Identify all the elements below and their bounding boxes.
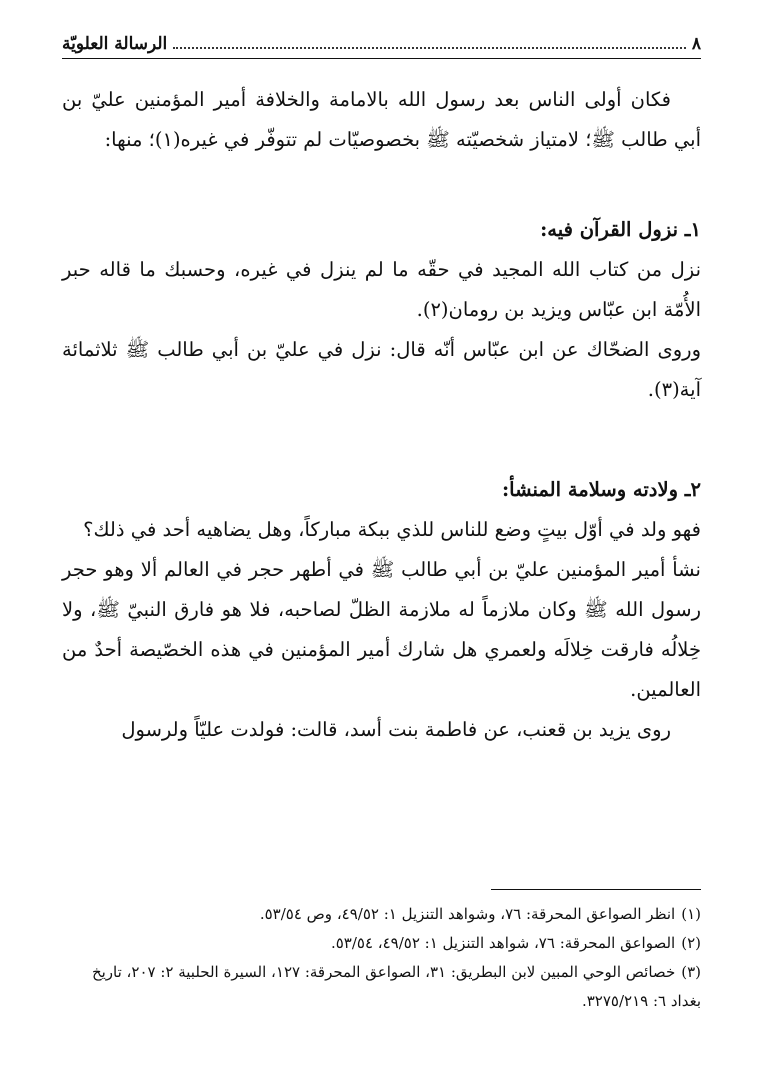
page-number: ٨ <box>691 34 701 54</box>
footnote-2 <box>62 929 701 958</box>
footnote-1 <box>62 900 701 929</box>
paragraph-birth-2: نشأ أمير المؤمنين عليّ بن أبي طالب ﷺ في أطهر حجر في العالم ألا وهو حجر رسول الله ﷺ وكان ملازماً له ملازمة الظلّ لصاحبه، فلا هو فارق النبيّ ﷺ، ولا خِلالُه فارقت خِلالَه ولعمري هل شارك أمير المؤمنين في هذه الخصّيصة أحدٌ من العالمين. <box>62 558 701 701</box>
footnote-marker: (١) <box>681 905 701 923</box>
section-heading-birth: ٢ـ ولادته وسلامة المنشأ: <box>501 478 701 501</box>
paragraph-quran-1: نزل من كتاب الله المجيد في حقّه ما لم ينزل في غيره، وحسبك ما قاله حبر الأُمّة ابن عبّاس ويزيد بن رومان(٢). <box>62 258 701 321</box>
footnote-3 <box>62 958 701 1016</box>
paragraph-birth-3: روى يزيد بن قعنب، عن فاطمة بنت أسد، قالت: فولدت عليّاً ولرسول <box>121 718 671 741</box>
footnote-divider <box>491 889 701 890</box>
intro-paragraph: فكان أولى الناس بعد رسول الله بالامامة والخلافة أمير المؤمنين عليّ بن أبي طالب ﷺ؛ لامتياز شخصيّته ﷺ بخصوصيّات لم تتوفّر في غيره(١)؛ منها: <box>62 88 701 151</box>
footnote-text: خصائص الوحي المبين لابن البطريق: ٣١، الصواعق المحرقة: ١٢٧، السيرة الحلبية ٢: ٢٠٧، تاريخ بغداد ٦: ٣٢٧٥/٢١٩. <box>91 963 701 1010</box>
running-header <box>62 28 701 59</box>
paragraph-birth-1: فهو ولد في أوّل بيتٍ وضع للناس للذي ببكة مباركاً، وهل يضاهيه أحد في ذلك؟ <box>83 518 701 541</box>
footnote-text: الصواعق المحرقة: ٧٦، شواهد التنزيل ١: ٤٩/٥٢، ٥٣/٥٤. <box>330 934 676 952</box>
footnotes <box>62 900 701 1016</box>
footnote-marker: (٣) <box>681 963 701 981</box>
paragraph-quran-2: وروى الضحّاك عن ابن عبّاس أنّه قال: نزل في عليّ بن أبي طالب ﷺ ثلاثمائة آية(٣). <box>62 338 701 401</box>
main-text <box>62 80 701 750</box>
book-title: الرسالة العلويّة <box>62 34 168 54</box>
section-heading-quran: ١ـ نزول القرآن فيه: <box>540 218 701 241</box>
footnote-text: انظر الصواعق المحرقة: ٧٦، وشواهد التنزيل ١: ٤٩/٥٢، وص ٥٣/٥٤. <box>259 905 676 923</box>
leader-dots <box>173 46 686 49</box>
footnote-marker: (٢) <box>681 934 701 952</box>
